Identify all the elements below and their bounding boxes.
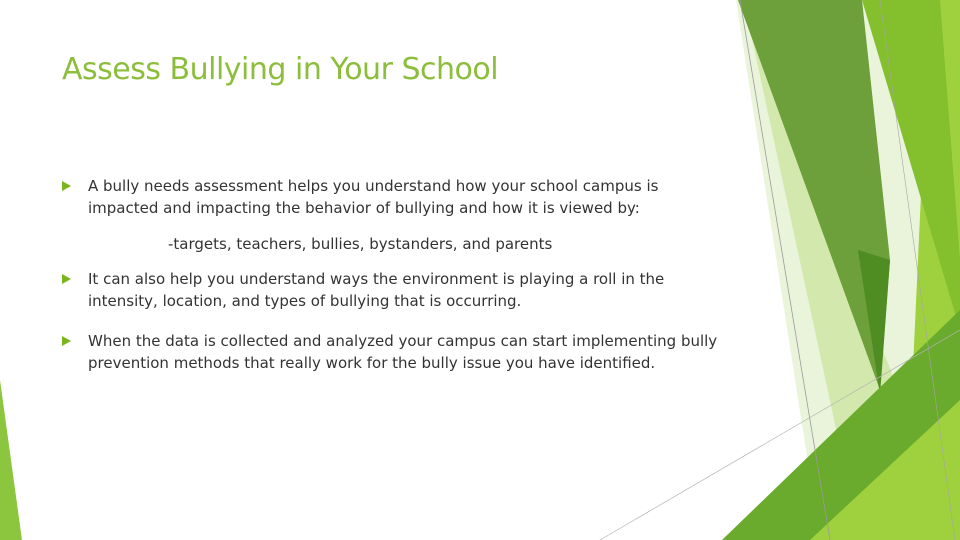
bullet-text: A bully needs assessment helps you understand how your school campus is impacted and impacting the behavior of bullying and how it is viewed by: bbox=[88, 177, 659, 217]
left-edge-sliver bbox=[0, 380, 22, 540]
sub-line-audiences: -targets, teachers, bullies, bystanders, and parents bbox=[168, 235, 553, 253]
bullet-list bbox=[62, 175, 722, 374]
slide-title: Assess Bullying in Your School bbox=[62, 52, 499, 87]
right-triangle-bullet-icon bbox=[62, 336, 71, 346]
bullet-item bbox=[62, 175, 722, 219]
bullet-text: When the data is collected and analyzed your campus can start implementing bully prevention methods that really work for the bully issue you have identified. bbox=[88, 332, 718, 372]
right-triangle-bullet-icon bbox=[62, 181, 71, 191]
right-triangle-bullet-icon bbox=[62, 274, 71, 284]
bullet-item bbox=[62, 330, 722, 374]
bullet-item bbox=[62, 268, 722, 312]
bullet-text: It can also help you understand ways the environment is playing a roll in the intensity, location, and types of bullying that is occurring. bbox=[88, 270, 665, 310]
